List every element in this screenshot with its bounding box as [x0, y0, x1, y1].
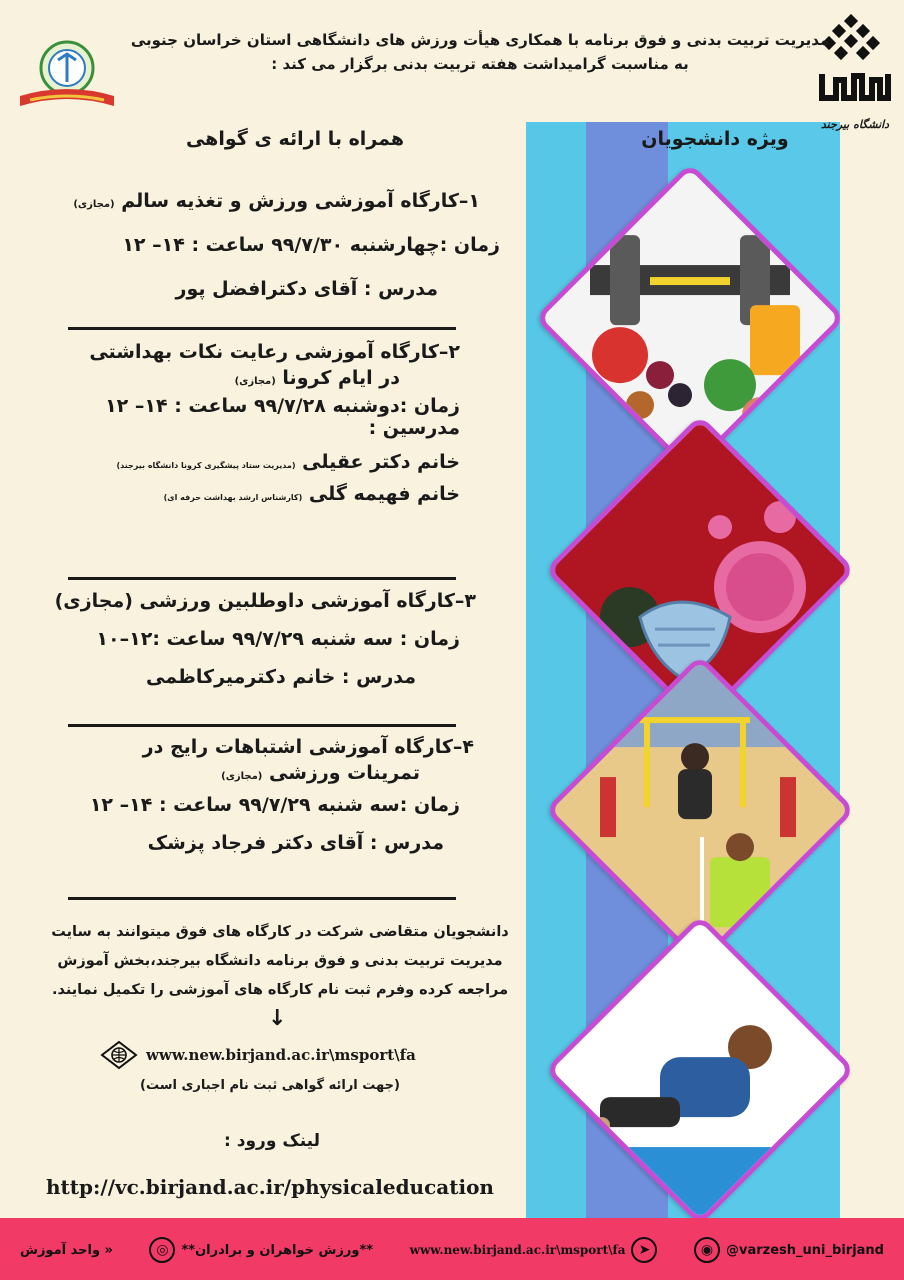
globe-icon: ◎ [149, 1237, 175, 1263]
workshop-time: زمان :سه شنبه ۹۹/۷/۲۹ ساعت : ۱۴– ۱۲ [89, 794, 460, 816]
workshop-time: زمان :چهارشنبه ۹۹/۷/۳۰ ساعت : ۱۴– ۱۲ [122, 234, 500, 256]
vc-url-link[interactable]: http://vc.birjand.ac.ir/physicaleducation [46, 1175, 494, 1199]
students-subhead: ویژه دانشجویان [641, 128, 789, 150]
footer [0, 1218, 904, 1280]
arrow-down-icon: ↓ [268, 1006, 287, 1031]
header-line-1: مدیریت تربیت بدنی و فوق برنامه با همکاری هیأت ورزش های دانشگاهی استان خراسان جنوبی [130, 31, 830, 49]
workshop-teacher: مدرس : آقای دکتر فرجاد پزشک [147, 832, 444, 854]
header-text [130, 28, 830, 76]
workshop-teacher-1 [40, 451, 460, 473]
workshop-teacher-2 [40, 483, 460, 505]
instagram-icon: ◉ [694, 1237, 720, 1263]
certificate-note: (جهت ارائه گواهی ثبت نام اجباری است) [140, 1078, 400, 1093]
teacher-note: (مدیریت ستاد پیشگیری کرونا دانشگاه بیرجند) [116, 461, 296, 470]
divider [68, 724, 456, 727]
workshop-title: ۴–کارگاه آموزشی اشتباهات رایج در [142, 736, 474, 758]
workshop-title-text: در ایام کرونا [282, 367, 400, 389]
entry-link-label: لینک ورود : [224, 1131, 320, 1151]
workshop-time: زمان : سه شنبه ۹۹/۷/۲۹ ساعت :۱۲–۱۰ [96, 628, 460, 650]
notice-line-3: مراجعه کرده وفرم ثبت نام کارگاه های آموزشی را تکمیل نمایند. [51, 982, 509, 998]
workshop-mode: (مجازی) [73, 199, 115, 210]
workshop-teacher: مدرس : خانم دکترمیرکاظمی [146, 666, 416, 688]
site-url-link[interactable]: www.new.birjand.ac.ir\msport\fa [146, 1046, 416, 1064]
teacher-name: خانم دکتر عقیلی [302, 451, 460, 473]
footer-unit-text: « واحد آموزش [20, 1242, 113, 1258]
footer-site-link[interactable]: www.new.birjand.ac.ir\msport\fa [409, 1243, 626, 1257]
workshop-title-text: تمرینات ورزشی [268, 762, 420, 784]
workshop-teacher: مدرس : آقای دکترافضل پور [175, 278, 438, 300]
teacher-note: (کارشناس ارشد بهداشت حرفه ای) [163, 493, 303, 502]
footer-site[interactable] [410, 1237, 658, 1263]
workshop-4 [40, 736, 500, 854]
workshop-title-text: ۱–کارگاه آموزشی ورزش و تغذیه سالم [121, 190, 480, 212]
workshop-title [40, 190, 480, 212]
workshop-title-2 [40, 762, 420, 784]
divider [68, 327, 456, 330]
registration-notice [30, 918, 530, 1005]
workshop-1 [40, 190, 500, 300]
workshop-teachers-label: مدرسین : [368, 417, 460, 439]
sports-board-logo-icon [14, 30, 120, 116]
cream-edge [840, 0, 904, 1218]
divider [68, 577, 456, 580]
workshop-title-2 [40, 367, 400, 389]
footer-instagram[interactable] [694, 1237, 884, 1263]
workshop-3 [40, 590, 500, 688]
workshop-mode: (مجازی) [221, 771, 263, 782]
notice-line-2: مدیریت تربیت بدنی و فوق برنامه دانشگاه بیرجند،بخش آموزش [57, 953, 503, 969]
footer-unit [20, 1243, 113, 1258]
workshop-mode: (مجازی) [234, 376, 276, 387]
footer-instagram-handle[interactable]: @varzesh_uni_birjand [726, 1242, 884, 1258]
workshop-time: زمان :دوشنبه ۹۹/۷/۲۸ ساعت : ۱۴– ۱۲ [105, 395, 460, 417]
workshop-title: ۳–کارگاه آموزشی داوطلبین ورزشی (مجازی) [54, 590, 476, 612]
cyan-stripe [526, 0, 586, 1218]
footer-sports-text: **ورزش خواهران و برادران** [181, 1242, 374, 1258]
footer-sports [149, 1237, 373, 1263]
divider [68, 897, 456, 900]
site-url-row[interactable] [100, 1040, 500, 1070]
workshop-title: ۲–کارگاه آموزشی رعایت نکات بهداشتی [89, 341, 460, 363]
certificate-subhead: همراه با ارائه ی گواهی [185, 128, 405, 150]
university-name: دانشگاه بیرجند [820, 118, 890, 131]
footer-bar [0, 1230, 904, 1270]
workshop-2 [40, 341, 500, 505]
notice-line-1: دانشجویان متقاضی شرکت در کارگاه های فوق میتوانند به سایت [51, 924, 509, 940]
header-line-2: به مناسبت گرامیداشت هفته تربیت بدنی برگزار می کند : [271, 55, 689, 73]
globe-icon [100, 1040, 138, 1070]
telegram-icon: ➤ [631, 1237, 657, 1263]
teacher-name: خانم فهیمه گلی [308, 483, 460, 505]
